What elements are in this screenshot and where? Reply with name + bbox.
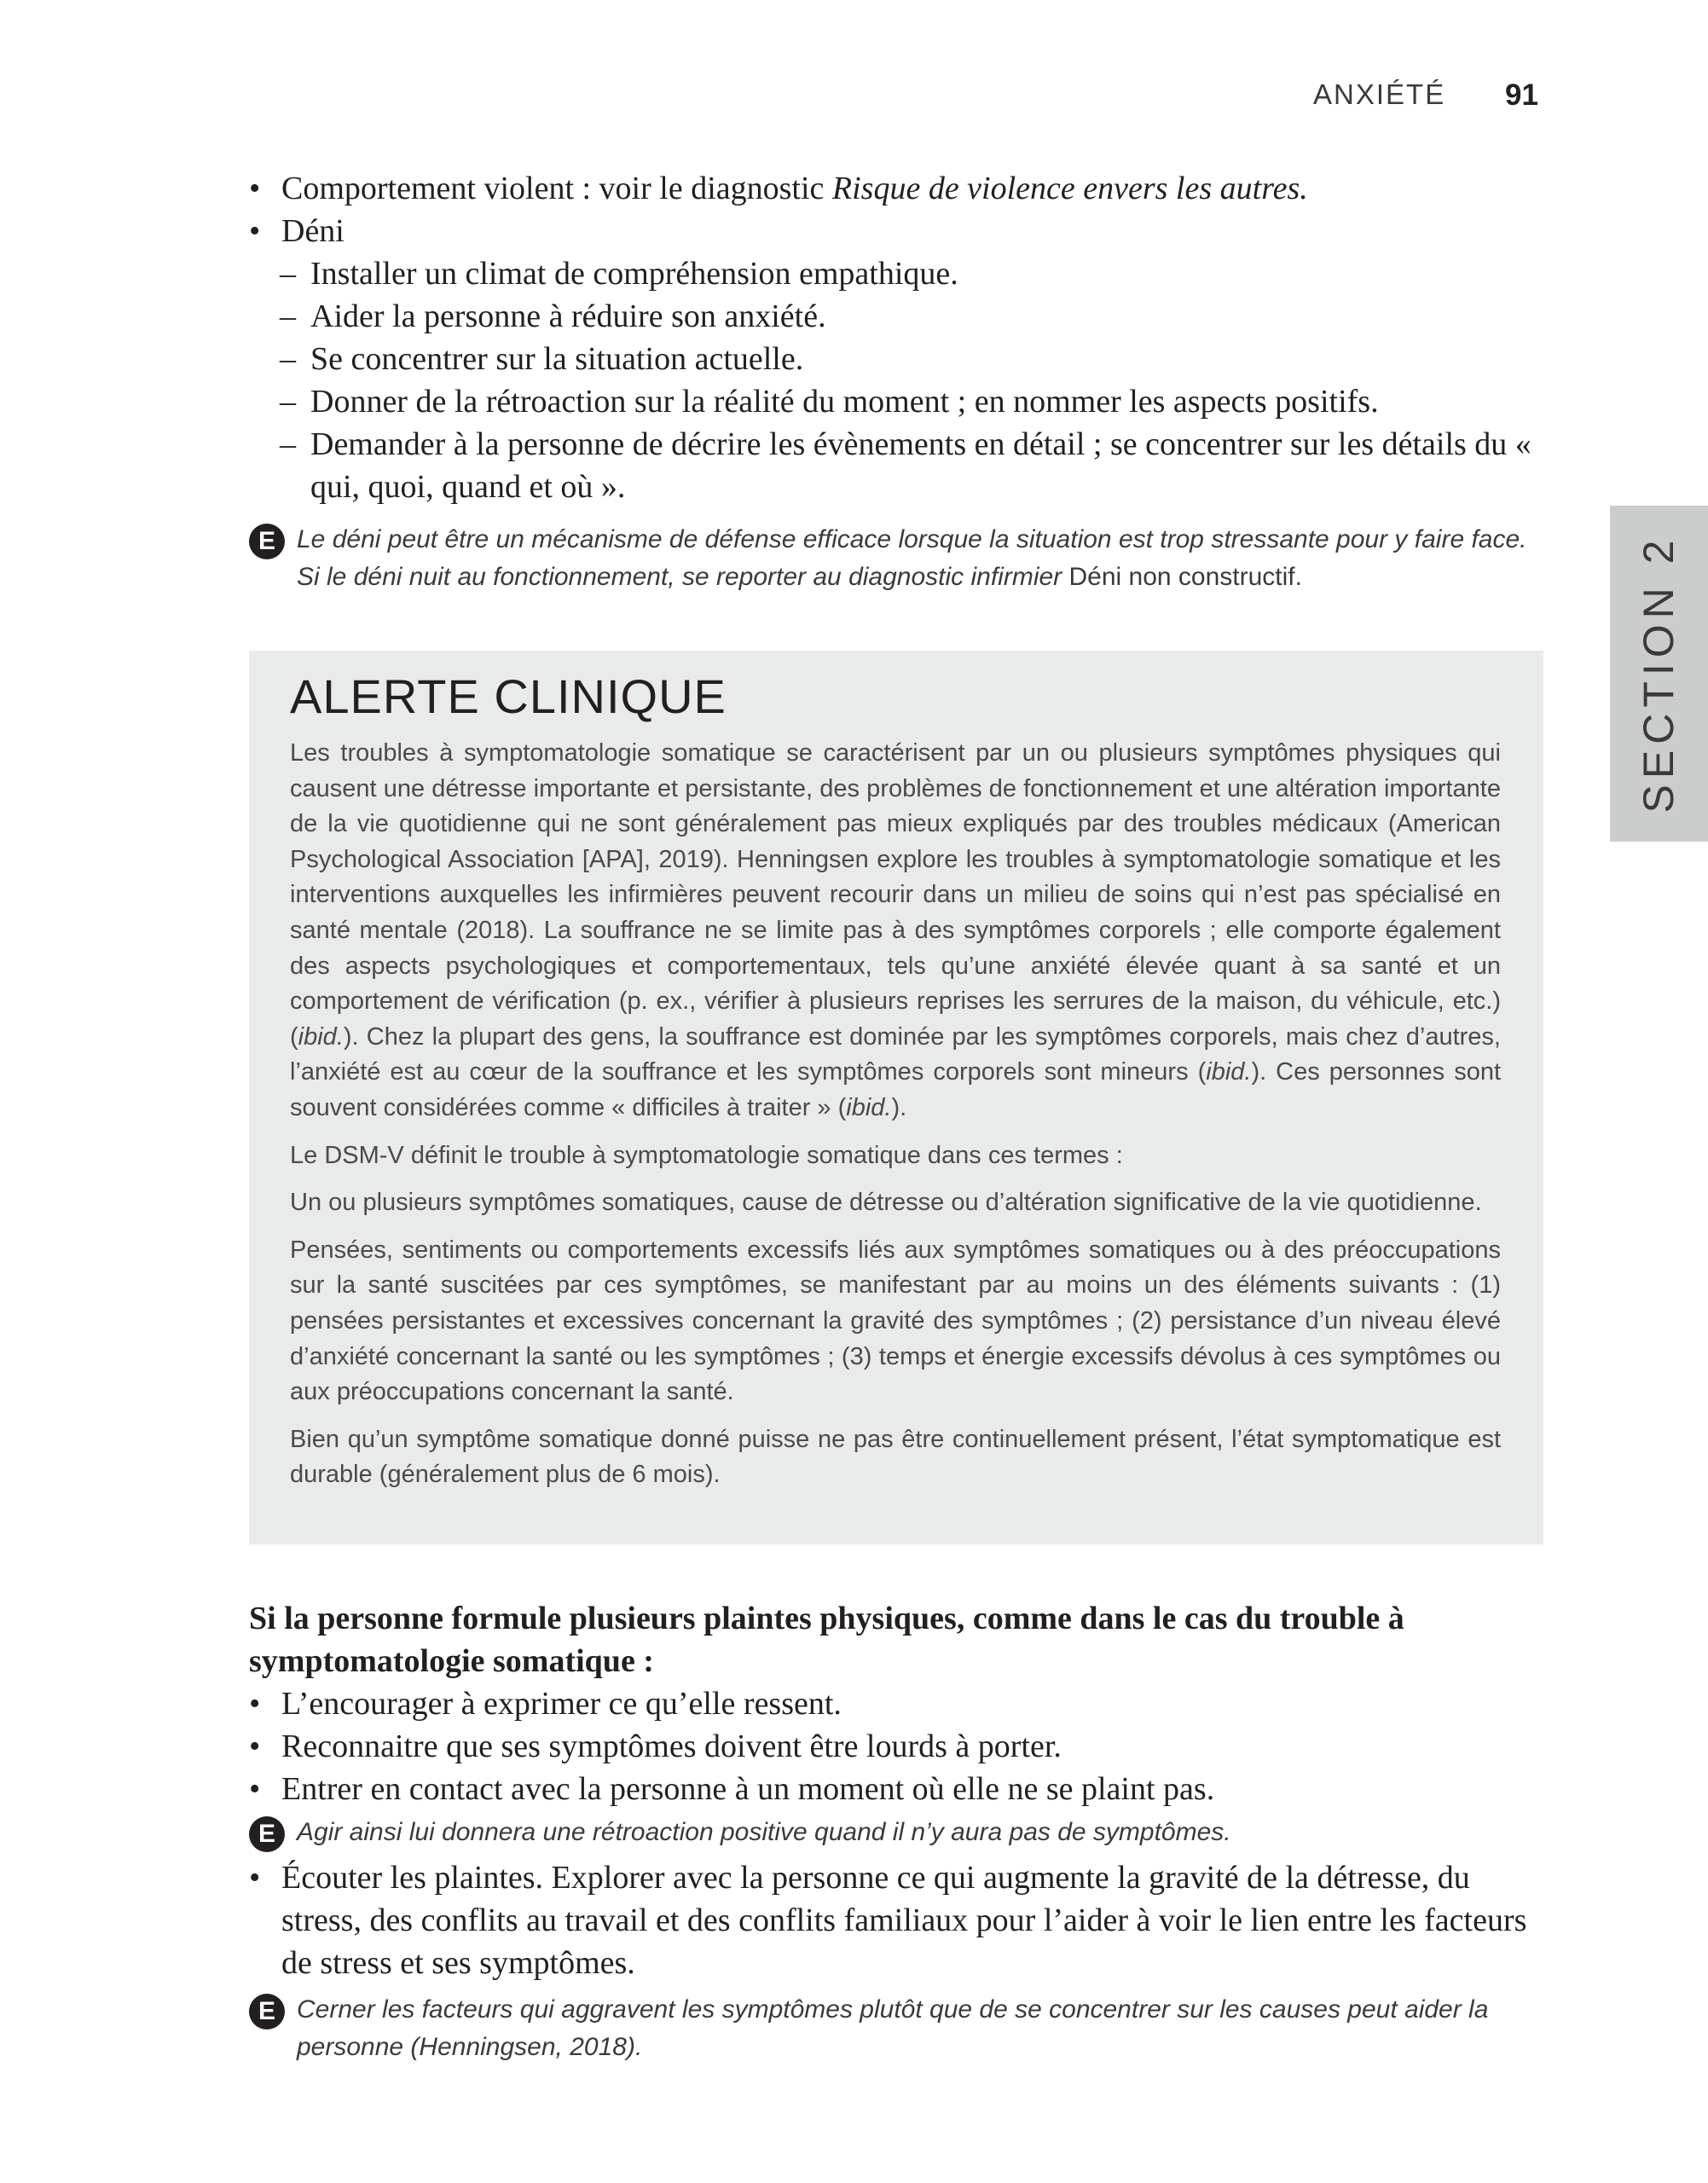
alert-citation: ibid. [298, 1022, 344, 1051]
list-item-text: Entrer en contact avec la personne à un moment où elle ne se plaint pas. [281, 1771, 1215, 1807]
running-header-section: ANXIÉTÉ [1313, 78, 1446, 110]
sub-list-item-text: Se concentrer sur la situation actuelle. [310, 341, 804, 377]
section-side-tab [1610, 506, 1708, 842]
list-item [249, 210, 1543, 252]
bullet-icon: • [249, 1860, 261, 1896]
sub-list-item-text: Demander à la personne de décrire les évènements en détail ; se concentrer sur les détails du « qui, quoi, quand et où ». [310, 426, 1531, 505]
top-list [249, 167, 1543, 508]
list-item-text: Déni [281, 213, 344, 249]
alert-paragraph: Le DSM-V définit le trouble à symptomatologie somatique dans ces termes : [290, 1141, 1123, 1169]
dash-icon: – [280, 256, 296, 292]
alert-paragraph: Bien qu’un symptôme somatique donné puisse ne pas être continuellement présent, l’état symptomatique est durable (généralement plus de 6 mois). [290, 1425, 1501, 1489]
bullet-icon: • [249, 1728, 261, 1764]
sub-list-item-text: Donner de la rétroaction sur la réalité du moment ; en nommer les aspects positifs. [310, 384, 1379, 420]
bullet-icon: • [249, 1686, 261, 1722]
note-text: Cerner les facteurs qui aggravent les symptômes plutôt que de se concentrer sur les causes peut aider la personne (Henningsen, 2018). [297, 1995, 1489, 2061]
clinical-alert-box [249, 651, 1543, 1544]
alert-title: ALERTE CLINIQUE [290, 669, 727, 723]
evidence-note-body [249, 1814, 1543, 1851]
list-item [249, 1768, 1543, 1810]
bullet-icon: • [249, 171, 261, 206]
evidence-e-icon: E [249, 524, 285, 559]
sub-list-item-text: Installer un climat de compréhension empathique. [310, 256, 958, 292]
sub-list-item [249, 380, 1543, 423]
alert-paragraph: Pensées, sentiments ou comportements excessifs liés aux symptômes somatiques ou à des préoccupations sur la santé suscitées par ces symptômes, se manifestant par au moins un des éléments suivants : (1) pensées persistantes et excessives concernant la gravité des symptômes ; (2) persistance d’un niveau élevé d’anxiété concernant la santé ou les symptômes ; (3) temps et énergie excessifs dévolus à ces symptômes ou aux préoccupations concernant la santé. [290, 1236, 1501, 1406]
evidence-note [249, 521, 1543, 596]
bullet-icon: • [249, 213, 261, 249]
diagnostic-reference: Risque de violence envers les autres. [831, 171, 1308, 206]
sub-list-item [249, 295, 1543, 338]
sub-list-item [249, 252, 1543, 295]
list-item [249, 1856, 1543, 1984]
alert-text: ). [891, 1093, 907, 1121]
list-item [249, 1682, 1543, 1725]
list-item-text: L’encourager à exprimer ce qu’elle ressent. [281, 1686, 842, 1722]
alert-citation: ibid. [1206, 1058, 1252, 1086]
sub-list-item-text: Aider la personne à réduire son anxiété. [310, 298, 826, 334]
diagnostic-reference: Déni non constructif. [1068, 563, 1302, 591]
note-text: Le déni peut être un mécanisme de défense efficace lorsque la situation est trop stressante pour y faire face. Si le déni nuit au fonctionnement, se reporter au diagnostic infirmier [297, 525, 1527, 591]
alert-paragraph: Un ou plusieurs symptômes somatiques, cause de détresse ou d’altération significative de la vie quotidienne. [290, 1189, 1482, 1217]
bullet-icon: • [249, 1771, 261, 1807]
dash-icon: – [280, 341, 296, 377]
list-item [249, 1725, 1543, 1768]
list-item-text: Comportement violent : voir le diagnostic [281, 171, 832, 206]
sub-list-item [249, 338, 1543, 380]
alert-citation: ibid. [846, 1093, 892, 1121]
evidence-e-icon: E [249, 1816, 285, 1852]
sub-list-item [249, 423, 1543, 508]
list-item-text: Reconnaitre que ses symptômes doivent être lourds à porter. [281, 1728, 1062, 1764]
section-side-tab-label: SECTION 2 [1635, 534, 1682, 814]
alert-text: ). Chez la plupart des gens, la souffrance est dominée par les symptômes corporels, mais chez d’autres, l’anxiété est au cœur de la souffrance et les symptômes corporels sont mineurs ( [290, 1022, 1501, 1086]
dash-icon: – [280, 426, 296, 462]
list-item-text: Écouter les plaintes. Explorer avec la personne ce qui augmente la gravité de la détresse, du stress, des conflits au travail et des conflits familiaux pour l’aider à voir le lien entre les facteurs de stress et ses symptômes. [281, 1860, 1527, 1981]
note-text: Agir ainsi lui donnera une rétroaction positive quand il n’y aura pas de symptômes. [297, 1818, 1231, 1846]
section-heading: Si la personne formule plusieurs plaintes physiques, comme dans le cas du trouble à symptomatologie somatique : [249, 1601, 1404, 1679]
alert-text: ). Ces personnes sont souvent considérées comme « difficiles à traiter » ( [290, 1058, 1502, 1121]
dash-icon: – [280, 384, 296, 420]
evidence-e-icon: E [249, 1994, 285, 2030]
alert-paragraph [290, 736, 1501, 1126]
interventions-section [249, 1597, 1543, 2066]
page-number: 91 [1505, 78, 1538, 112]
alert-text: Les troubles à symptomatologie somatique se caractérisent par un ou plusieurs symptômes physiques qui causent une détresse importante et persistante, des problèmes de fonctionnement et une altération importante de la vie quotidienne qui ne sont généralement pas mieux expliqués par des troubles médicaux (American Psychological Association [APA], 2019). Henningsen explore les troubles à symptomatologie somatique et les interventions auxquelles les infirmières peuvent recourir dans un milieu de soins qui n’est pas spécialisé en santé mentale (2018). La souffrance ne se limite pas à des symptômes corporels ; elle comporte également des aspects psychologiques et comportementaux, tels qu’une anxiété élevée quant à sa santé et un comportement de vérification (p. ex., vérifier à plusieurs reprises les serrures de la maison, du véhicule, etc.) ( [290, 739, 1501, 1051]
evidence-note-body [249, 521, 1543, 596]
evidence-note-body [249, 1991, 1543, 2066]
dash-icon: – [280, 298, 296, 334]
list-item [249, 167, 1543, 210]
